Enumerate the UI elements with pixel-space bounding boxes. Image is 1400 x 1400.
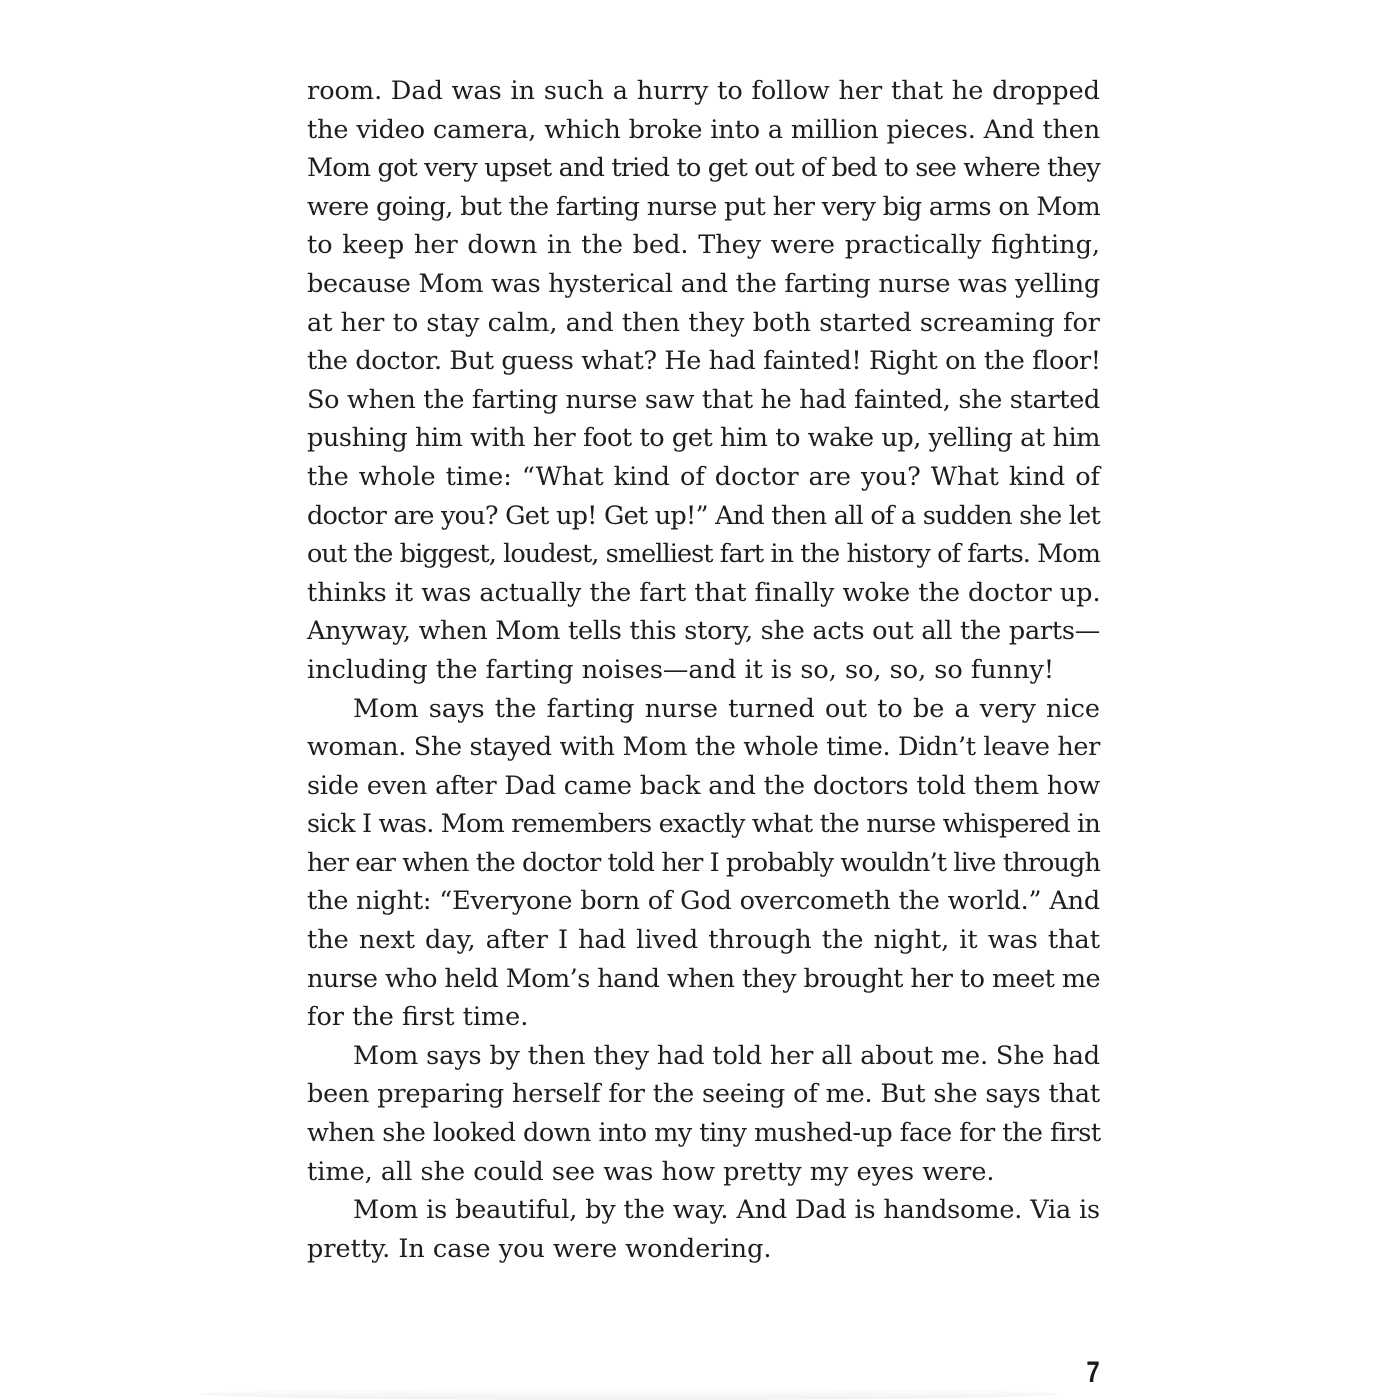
text-line: the next day, after I had lived through the night, it was that: [307, 925, 1100, 956]
text-line: Mom says the farting nurse turned out to be a very nice: [353, 693, 1100, 724]
text-line: Mom says by then they had told her all about me. She had: [353, 1040, 1100, 1071]
text-line: been preparing herself for the seeing of me. But she says that: [307, 1079, 1100, 1110]
paragraph: [307, 72, 1100, 690]
text-line: when she looked down into my tiny mushed-up face for the first: [307, 1118, 1101, 1149]
paragraph: [307, 1191, 1100, 1268]
text-line: the whole time: “What kind of doctor are you? What kind of: [307, 461, 1100, 492]
text-line: Mom is beautiful, by the way. And Dad is handsome. Via is: [353, 1195, 1100, 1226]
text-line: doctor are you? Get up! Get up!” And then all of a sudden she let: [307, 500, 1100, 531]
text-line: room. Dad was in such a hurry to follow her that he dropped: [307, 76, 1100, 106]
text-line: pretty. In case you were wondering.: [307, 1233, 772, 1264]
text-line: the doctor. But guess what? He had fainted! Right on the floor!: [307, 346, 1101, 377]
text-line: at her to stay calm, and then they both started screaming for: [307, 307, 1100, 338]
text-line: including the farting noises—and it is so, so, so, so funny!: [307, 654, 1055, 685]
text-line: nurse who held Mom’s hand when they brought her to meet me: [307, 963, 1100, 994]
text-line: Anyway, when Mom tells this story, she acts out all the parts—: [307, 616, 1100, 647]
text-line: So when the farting nurse saw that he had fainted, she started: [307, 384, 1100, 415]
text-line: the night: “Everyone born of God overcometh the world.” And: [307, 886, 1100, 917]
text-line: to keep her down in the bed. They were practically fighting,: [307, 230, 1100, 261]
page-number: 7: [1086, 1356, 1100, 1389]
text-line: thinks it was actually the fart that finally woke the doctor up.: [307, 577, 1101, 608]
text-line: pushing him with her foot to get him to wake up, yelling at him: [307, 423, 1100, 454]
body-text: [307, 72, 1100, 1268]
text-line: her ear when the doctor told her I probably wouldn’t live through: [307, 847, 1100, 878]
text-line: for the first time.: [307, 1002, 529, 1033]
text-line: side even after Dad came back and the doctors told them how: [307, 770, 1100, 801]
text-line: Mom got very upset and tried to get out of bed to see where they: [307, 153, 1100, 184]
text-line: were going, but the farting nurse put her very big arms on Mom: [307, 191, 1100, 222]
paragraph: [307, 690, 1100, 1037]
text-line: sick I was. Mom remembers exactly what the nurse whispered in: [307, 809, 1100, 840]
text-line: because Mom was hysterical and the farting nurse was yelling: [307, 268, 1100, 299]
text-line: the video camera, which broke into a million pieces. And then: [307, 114, 1100, 145]
paragraph: [307, 1037, 1100, 1191]
page-edge-shadow: [200, 1388, 1060, 1400]
text-line: woman. She stayed with Mom the whole time. Didn’t leave her: [307, 732, 1100, 763]
text-line: out the biggest, loudest, smelliest fart in the history of farts. Mom: [307, 539, 1100, 570]
text-line: time, all she could see was how pretty my eyes were.: [307, 1156, 995, 1187]
